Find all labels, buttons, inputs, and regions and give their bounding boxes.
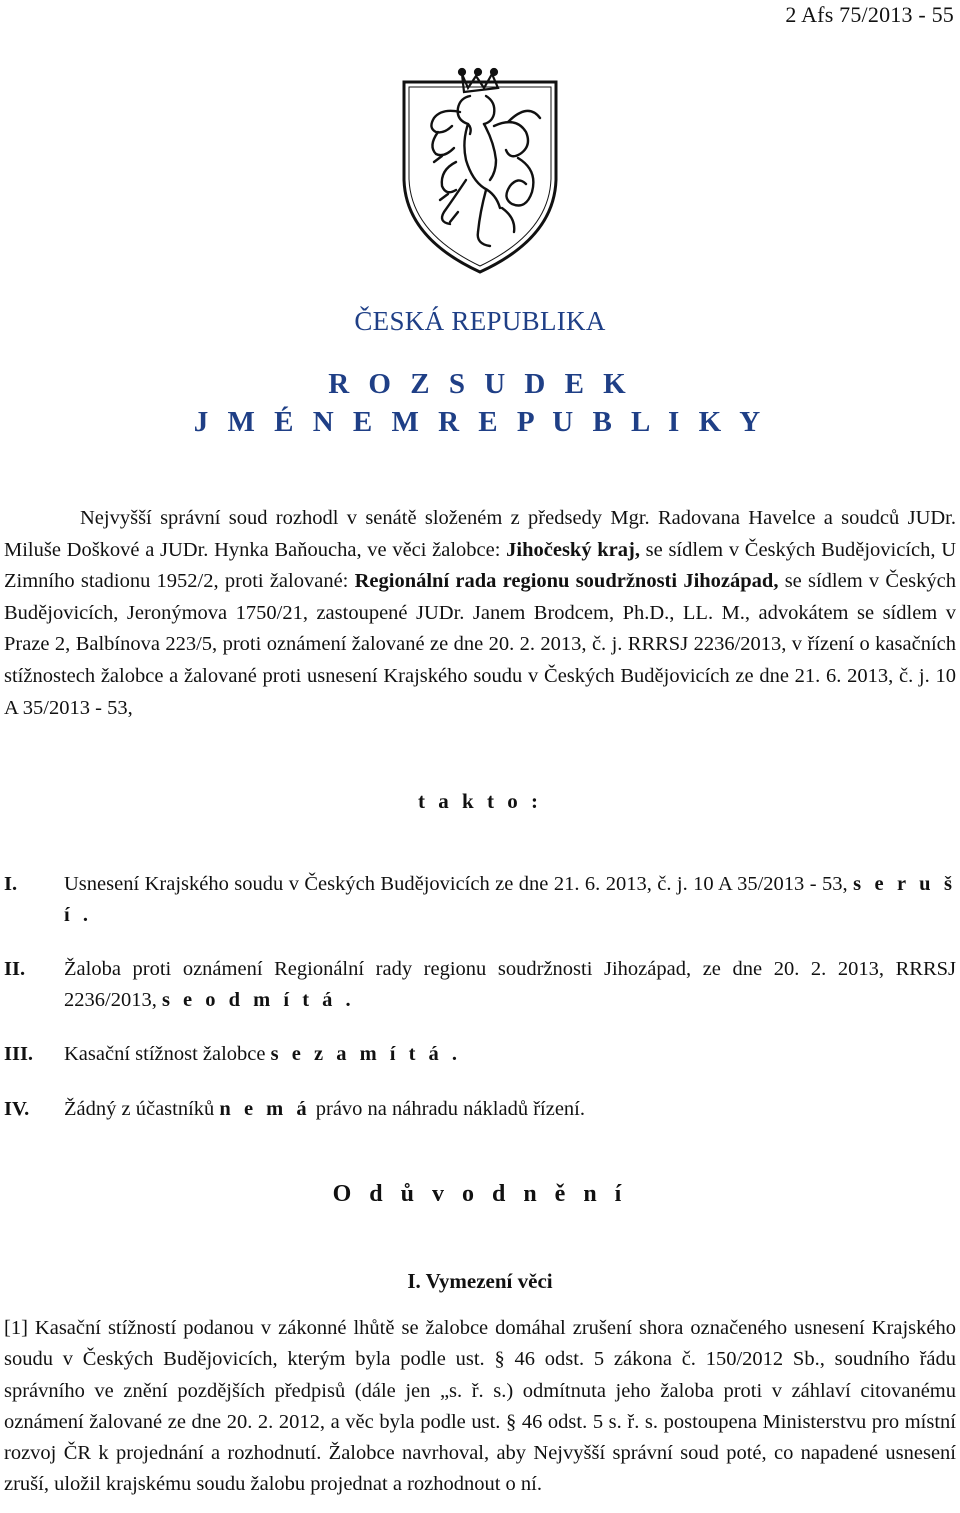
document-title: R O Z S U D E K [328, 368, 632, 400]
verdict-text: Kasační stížnost žalobce s e z a m í t á . [64, 1043, 462, 1065]
verdict-number: I. [4, 873, 18, 895]
takto-heading: t a k t o : [418, 789, 542, 813]
intro-text-1: Nejvyšší správní soud rozhodl v senátě složeném z předsedy Mgr. Radovana Havelce a soudců JUDr. Miluše Doškové a JUDr. Hynka Baňoucha, ve věci žalobce: [4, 507, 956, 561]
defendant-name: Regionální rada regionu soudržnosti Jihozápad, [354, 570, 779, 593]
reasoning-title: O d ů v o d n ě n í [332, 1181, 628, 1207]
verdict-item [4, 1094, 956, 1125]
section-heading: I. Vymezení věci [407, 1269, 553, 1293]
reasoning-paragraph: [1] Kasační stížností podanou v zákonné lhůtě se žalobce domáhal zrušení shora označeného usnesení Krajského soudu v Českých Budějovicích, kterým byla podle ust. § 46 odst. 5 zákona č. 150/2012 Sb., soudního řádu správního ve znění pozdějších předpisů (dále jen „s. ř. s.) odmítnuta jeho žaloba proti v záhlaví citovanému oznámení žalované ze dne 20. 2. 2012, a věc byla podle ust. § 46 odst. 5 s. ř. s. postoupena Ministerstvu pro místní rozvoj ČR k projednání a rozhodnutí. Žalobce navrhoval, aby Nejvyšší správní soud poté, co napadené usnesení zruší, uložil krajskému soudu žalobu projednat a rozhodnout o ní. [4, 1317, 956, 1496]
verdict-decision: n e m á [219, 1098, 311, 1120]
intro-text-2: se sídlem v Českých Budějovicích, U Zimního stadionu 1952/2, proti žalované: [4, 538, 956, 593]
case-reference: 2 Afs 75/2013 - 55 [785, 2, 954, 27]
coat-of-arms-emblem [398, 62, 562, 276]
verdict-number: IV. [4, 1098, 30, 1120]
verdict-number: II. [4, 958, 26, 980]
plaintiff-name: Jihočeský kraj, [506, 538, 640, 561]
verdict-text: Žádný z účastníků n e m á právo na náhradu nákladů řízení. [64, 1098, 585, 1120]
document-subtitle: J M É N E M R E P U B L I K Y [193, 406, 767, 438]
verdict-decision: s e z a m í t á . [270, 1043, 462, 1065]
verdict-item [4, 1039, 956, 1070]
verdict-text: Usnesení Krajského soudu v Českých Budějovicích ze dne 21. 6. 2013, č. j. 10 A 35/2013 - 53, s e r u š í . [64, 873, 956, 926]
intro-paragraph [4, 503, 956, 724]
verdict-number: III. [4, 1043, 34, 1065]
verdict-item [4, 954, 956, 1016]
intro-text-3: se sídlem v Českých Budějovicích, Jeronýmova 1750/21, zastoupené JUDr. Janem Brodcem, Ph.D., LL. M., advokátem se sídlem v Praze 2, Balbínova 223/5, proti oznámení žalované ze dne 20. 2. 2013, č. j. RRRSJ 2236/2013, v řízení o kasačních stížnostech žalobce a žalované proti usnesení Krajského soudu v Českých Budějovicích ze dne 21. 6. 2013, č. j. 10 A 35/2013 - 53, [4, 570, 957, 719]
lion-icon [431, 96, 540, 246]
country-name: ČESKÁ REPUBLIKA [354, 306, 606, 336]
verdict-text: Žaloba proti oznámení Regionální rady regionu soudržnosti Jihozápad, ze dne 20. 2. 2013, RRRSJ 2236/2013, s e o d m í t á . [64, 958, 956, 1011]
verdict-item [4, 869, 956, 931]
verdict-decision: s e r u š í . [64, 873, 956, 926]
verdict-decision: s e o d m í t á . [161, 989, 355, 1011]
